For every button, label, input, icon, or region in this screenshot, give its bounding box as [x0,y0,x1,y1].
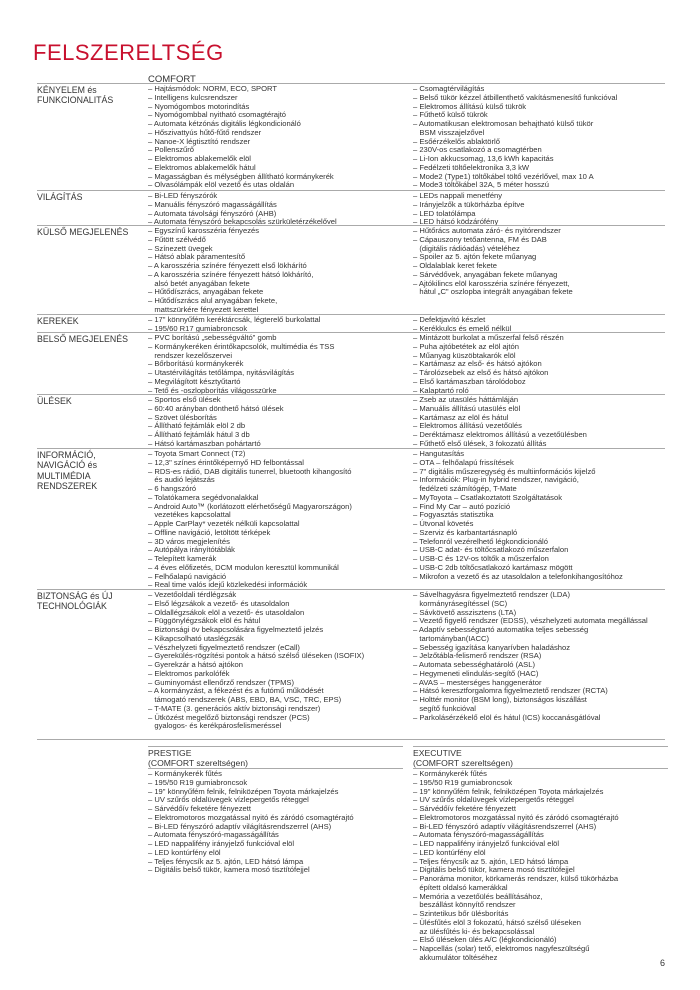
feature-item: – Panoráma monitor, körkamerás rendszer, külső tükörházba [413,874,619,883]
prestige-divider [148,746,403,747]
feature-item: – Guminyomást ellenőrző rendszer (TPMS) [148,677,295,687]
feature-item: – Memória a vezetőülés beállításához, [413,891,543,901]
feature-item: – Hátsó ablak páramentesítő [148,252,246,262]
feature-item: – Digitális belső tükör, kamera mosó tisztítófejjel [413,865,575,875]
feature-item: – Kormánykeréken érintőkapcsolók, multimédia és TSS [148,341,335,351]
prestige-heading [148,749,248,768]
feature-item: épített oldalsó kamerákkal [413,882,508,892]
category-label-ulesek: ÜLÉSEK [37,396,72,406]
feature-item: – USB-C és 12V-os töltők a műszerfalon [413,554,549,563]
feature-item: – Ülésfűtés elöl 3 fokozatú, hátsó szélső üléseken [413,917,582,927]
category-label-biztonsag: BIZTONSÁG és ÚJ TECHNOLÓGIÁK [37,591,113,612]
feature-item: akkumulátor töltéséhez [413,952,498,962]
feature-item: – Vezető figyelő rendszer (EDSS), vészhelyzeti automata megállással [413,616,648,626]
feature-item: – Elektromotoros mozgatással nyitó és záródó csomagtérajtó [148,812,354,822]
ulesek-left-list [148,396,403,449]
feature-item: – Tárolózsebek az első és hátsó ajtókon [413,368,549,377]
feature-item: – Manuális állítású utasülés elöl [413,403,521,413]
feature-item: – A kormányzást, a fékezést és a futómű működését [148,686,324,696]
kerekek-right-list [413,316,668,334]
feature-item: – Automata fényszóró-magasságállítás [148,830,279,840]
feature-item: – Adaptív sebességtartó automatika teljes sebesség [413,625,589,634]
feature-item: – Elektromos ablakemelők elöl [148,154,251,163]
executive-heading [413,749,513,768]
feature-item: – Ütközést megelőző biztonsági rendszer (PCS) [148,712,310,722]
feature-item: – Toyota Smart Connect (T2) [148,449,246,458]
feature-item: – 195/60 R17 gumiabroncsok [148,323,248,333]
executive-heading-subtitle: (COMFORT szereltségen) [413,757,513,768]
feature-item: az ülésfűtés ki- és bekapcsolással [413,926,535,936]
feature-item: – Sárvédővek, anyagában fekete műanyag [413,269,558,279]
feature-item: – Parkolásérzékelő elöl és hátul (ICS) koccanásgátlóval [413,712,601,722]
feature-item: – Magasságban és mélységben állítható kormánykerék [148,171,334,181]
feature-item: – Automata fényszóró-magasságállítás [413,830,544,840]
feature-item: – 230V-os csatlakozó a csomagtérben [413,145,542,155]
feature-item: – LED tolatólámpa [413,208,476,218]
feature-item: – UV szűrős oldalüvegek vízlepergetős réteggel [148,795,309,805]
feature-item: – Elektromos állítású vezetőülés [413,421,522,431]
feature-item: – 3D város megjelenítés [148,536,230,546]
feature-item: – LEDs nappali menetfény [413,191,503,200]
feature-item: – Esőérzékelős ablaktörlő [413,136,500,146]
feature-item: – MyToyota – Csatlakoztatott Szolgáltatások [413,492,562,502]
feature-item: – Elektromotoros mozgatással nyitó és záródó csomagtérajtó [413,812,619,822]
feature-item: – Mode3 töltőkábel 32A, 5 méter hosszú [413,180,549,190]
feature-item: – 19" könnyűfém felnik, felniközépen Toyota márkajelzés [413,786,604,796]
feature-item: – Megvilágított késztyűtartó [148,376,241,386]
feature-item: – LED hátsó ködzárófény [413,217,499,227]
feature-item: – Bi-LED fényszóró adaptív világításrendszerrel (AHS) [148,821,332,831]
feature-item: – UV szűrős oldalüvegek vízlepergetős réteggel [413,795,574,805]
feature-item: hátul „C" oszlopba integrált anyagában fekete [413,287,573,297]
vilagitas-right-list [413,192,668,227]
feature-item: – 19" könnyűfém felnik, felniközépen Toyota márkajelzés [148,786,339,796]
feature-item: – Pollenszűrő [148,145,195,155]
feature-item: – Kikapcsolható utaslégzsák [148,633,244,643]
feature-item: – Telepített kamerák [148,554,217,563]
section-divider [37,394,665,395]
feature-item: – Teljes fénycsík az 5. ajtón, LED hátsó lámpa [148,856,304,866]
feature-item: – Biztonsági öv bekapcsolására figyelmeztető jelzés [148,625,324,634]
feature-item: támogató rendszerek (ABS, EBD, BA, VSC, TRC, EPS) [148,695,342,704]
feature-item: – Elektromos ablakemelők hátul [148,162,256,172]
info-left-list [148,450,403,590]
feature-item: – Nanoe-X légtisztító rendszer [148,136,251,146]
executive-item-list [413,770,668,963]
feature-item: – Puha ajtóbetétek az elöl ajtón [413,341,519,351]
feature-item: – Jelzőtábla-felismerő rendszer (RSA) [413,651,542,661]
feature-item: – Fogyasztás statisztika [413,510,494,520]
feature-item: – Szintetikus bőr ülésborítás [413,909,509,918]
feature-item: – Gyerekülés-rögzítési pontok a hátsó szélső üléseken (ISOFIX) [148,651,365,661]
info-right-list [413,450,668,581]
feature-item: – Hűtődíszrács, anyagában fekete [148,287,264,297]
feature-item: – Tolatókamera segédvonalakkal [148,492,259,502]
feature-item: – Digitális belső tükör, kamera mosó tisztítófejjel [148,865,310,875]
category-label-kulso: KÜLSŐ MEGJELENÉS [37,227,129,237]
kenyelem-right-list [413,85,668,190]
feature-item: – Sárvédőív feketére fényezett [413,804,516,813]
ulesek-right-list [413,396,668,449]
feature-item: – Első kartámaszban tárolódoboz [413,376,526,386]
prestige-item-list [148,770,403,875]
feature-item: – Defektjavító készlet [413,315,486,324]
feature-item: – Mintázott burkolat a műszerfal felső részén [413,333,564,342]
feature-item: – Telefonról vezérelhető légkondicionáló [413,536,548,546]
feature-item: – 7" digitális műszeregység és multiinformációs kijelző [413,466,596,476]
feature-item: – Olvasólámpák elöl vezető és utas oldalán [148,180,295,190]
feature-item: – Teljes fénycsík az 5. ajtón, LED hátsó lámpa [413,856,569,866]
feature-item: – Sávkövető asszisztens (LTA) [413,607,517,617]
prestige-heading-title: PRESTIGE [148,748,192,758]
feature-item: – Elektromos parkolófék [148,668,230,678]
feature-item: vezetékes kapcsolattal [148,510,231,520]
executive-divider [413,746,668,747]
feature-item: – Szerviz és karbantartásnapló [413,527,518,537]
feature-item: kormányrásegítéssel (SC) [413,598,508,608]
feature-item: beszállást könnyítő rendszer [413,900,516,910]
page-title: FELSZERELTSÉG [33,40,224,65]
feature-item: – Kartámasz az első- és hátsó ajtókon [413,359,542,369]
feature-item: – Mode2 (Type1) töltőkábel töltő vezérlővel, max 10 A [413,171,594,181]
feature-item: – Automata fényszóró bekapcsolás szürkületérzékelővel [148,217,337,227]
comfort-column-heading: COMFORT [148,74,196,85]
feature-item: – Fedélzeti töltőelektronika 3,3 kW [413,162,530,172]
feature-item: és audió lejátszás [148,475,215,485]
biztonsag-left-list [148,591,403,731]
feature-item: – Android Auto™ (korlátozott elérhetőségű Magyarországon) [148,501,352,511]
feature-item: – Vészhelyzeti figyelmeztető rendszer (eCall) [148,642,300,652]
feature-item: mattszürkére fényezett kerettel [148,304,259,314]
feature-item: – Mikrofon a vezető és az utasoldalon a telefonkihangosítóhoz [413,571,623,581]
feature-item: – OTA – felhőalapú frissítések [413,457,514,467]
feature-item: – Ajtókilincs elöl karosszéria színére fényezett, [413,278,570,288]
feature-item: – Információk: Plug-in hybrid rendszer, navigáció, [413,475,579,485]
feature-item: – Automatikusan elektromosan behajtható külső tükör [413,119,594,128]
feature-item: – Hegymeneti elindulás-segítő (HAC) [413,668,539,678]
feature-item: – Kalaptartó roló [413,385,469,395]
feature-item: – Bőrborítású kormánykerék [148,359,244,369]
feature-item: – A karosszéria színére fényezett hátsó lökhárító, [148,269,314,279]
feature-item: – 17" könnyűfém keréktárcsák, légterelő burkolattal [148,315,321,324]
feature-item: – Hajtásmódok: NORM, ECO, SPORT [148,84,277,93]
feature-item: – USB-C adat- és töltőcsatlakozó műszerfalon [413,545,569,555]
kerekek-left-list [148,316,403,334]
feature-item: – Bi-LED fényszóró adaptív világításrendszerrel (AHS) [413,821,597,831]
feature-item: – Utastérvilágítás tetőlámpa, nyitásvilágítás [148,368,295,377]
feature-item: – Vezetőoldali térdlégzsák [148,590,237,599]
feature-item: – Oldalablak keret fekete [413,261,498,270]
feature-item: – 12,3" színes érintőképernyő HD felbontással [148,457,304,467]
feature-item: – LED nappalifény irányjelző funkcióval elöl [413,839,560,848]
biztonsag-right-list [413,591,668,722]
feature-item: – Autópálya irányítótáblák [148,545,235,555]
feature-item: – Cápauszony tetőantenna, FM és DAB [413,234,547,244]
feature-item: – Kerékkulcs és emelő nélkül [413,323,512,333]
feature-item: – Belső tükör kézzel átbillenthető vakításmenesítő funkcióval [413,92,618,102]
feature-item: – Sávelhagyásra figyelmeztető rendszer (LDA) [413,590,571,599]
belso-left-list [148,334,403,395]
belso-right-list [413,334,668,395]
feature-item: – Egyszínű karosszéria fényezés [148,226,260,235]
feature-item: segítő funkcióval [413,703,476,713]
feature-item: – Csomagtérvilágítás [413,84,485,93]
feature-item: – 195/50 R19 gumiabroncsok [148,777,248,787]
feature-item: – Útvonal követés [413,519,474,528]
section-divider [37,332,665,333]
kulso-right-list [413,227,668,297]
feature-item: – LED kontúrfény elöl [148,847,221,857]
feature-item: – Állítható fejtámlák hátul 3 db [148,430,250,439]
feature-item: – Li-Ion akkucsomag, 13,6 kWh kapacitás [413,154,554,163]
feature-item: – Első üléseken ülés A/C (légkondicionáló) [413,935,557,945]
feature-item: – Hátsó keresztforgalomra figyelmeztető rendszer (RCTA) [413,686,608,696]
feature-item: – 195/50 R19 gumiabroncsok [413,777,513,787]
kulso-left-list [148,227,403,315]
feature-item: – Real time valós idejű közlekedési információk [148,580,308,590]
section-divider [37,589,665,590]
feature-item: – Hátsó kartámaszban pohártartó [148,438,261,448]
feature-item: – Sárvédőív feketére fényezett [148,804,251,813]
feature-item: rendszer kezelőszervei [148,350,233,360]
category-label-vilagitas: VILÁGÍTÁS [37,192,83,202]
feature-item: – 4 éves előfizetés, DCM modulon keresztül kommunikál [148,562,339,572]
feature-item: – Tető és -oszlopborítás világosszürke [148,385,277,395]
feature-item: – Hűtőrács automata záró- és nyitórendszer [413,226,561,235]
feature-item: – LED kontúrfény elöl [413,847,486,857]
vilagitas-left-list [148,192,403,227]
feature-item: BSM visszajelzővel [413,127,485,137]
feature-item: – Nyomógombos motorindítás [148,101,250,111]
feature-item: tartományban(IACC) [413,633,489,643]
feature-item: – Elektromos állítású külső tükrök [413,101,527,111]
feature-item: – Felhőalapú navigáció [148,571,227,581]
feature-item: – Kartámasz az elöl és hátul [413,412,509,422]
feature-item: – Holttér monitor (BSM long), biztonságos kiszállást [413,695,587,704]
feature-item: – Nyomógombbal nyitható csomagtérajtó [148,110,287,120]
section-divider [37,225,665,226]
page-number: 6 [659,958,665,968]
feature-item: – 60:40 arányban dönthető hátsó ülések [148,403,284,413]
feature-item: – Színezett üvegek [148,243,213,253]
executive-heading-title: EXECUTIVE [413,748,462,758]
feature-item: – Hűtődíszrács alul anyagában fekete, [148,296,278,305]
feature-item: – Hőszivattyús hűtő-fűtő rendszer [148,127,262,137]
feature-item: – 6 hangszóró [148,484,197,493]
feature-item: – Kormánykerék fűtés [413,769,487,778]
feature-item: – Műanyag küszöbtakarók elöl [413,350,516,360]
feature-item: – RDS-es rádió, DAB digitális tunerrel, bluetooth kihangosító [148,466,352,476]
section-divider [37,448,665,449]
feature-item: – Automata sebességhatároló (ASL) [413,660,535,669]
feature-item: – Automata távolsági fényszóró (AHB) [148,208,277,218]
feature-item: – Fűthető első ülések, 3 fokozatú állítás [413,438,547,448]
feature-item: – Zseb az utasülés háttámláján [413,395,519,404]
feature-item: (digitális rádióadás) vételéhez [413,243,520,253]
feature-item: – Manuális fényszóró magasságállítás [148,199,277,209]
category-label-kerekek: KEREKEK [37,316,79,326]
feature-item: – Hangutasítás [413,449,465,458]
feature-item: – Első légzsákok a vezető- és utasoldalon [148,598,290,608]
feature-item: – Irányjelzők a tükörházba építve [413,199,525,209]
feature-item: – Offline navigáció, letöltött térképek [148,527,271,537]
feature-item: – Kormánykerék fűtés [148,769,222,778]
feature-item: – Apple CarPlay* vezeték nélküli kapcsolattal [148,519,300,528]
feature-item: – Fűthető külső tükrök [413,110,488,120]
section-divider [37,190,665,191]
feature-item: – Sportos első ülések [148,395,221,404]
section-divider [37,314,665,315]
feature-item: – Automata kétzónás digitális légkondicionáló [148,119,301,128]
feature-item: – A karosszéria színére fényezett első lökhárító [148,261,307,270]
feature-item: – Oldallégzsákok elöl a vezető- és utasoldalon [148,607,305,617]
feature-item: – Napcellás (solar) tető, elektromos nagyfeszültségű [413,944,590,953]
feature-item: – Állítható fejtámlák elöl 2 db [148,421,246,431]
category-label-info: INFORMÁCIÓ, NAVIGÁCIÓ és MULTIMÉDIA RENDSZEREK [37,450,98,491]
feature-item: – T-MATE (3. generációs aktív biztonsági rendszer) [148,703,321,713]
category-label-kenyelem: KÉNYELEM és FUNKCIONALITÁS [37,85,114,106]
feature-item: – Fűtött szélvédő [148,234,206,244]
feature-item: fedélzeti számítógép, T-Mate [413,484,517,493]
feature-item: alsó betét anyagában fekete [148,278,250,288]
feature-item: – Szövet ülésborítás [148,412,217,422]
prestige-heading-subtitle: (COMFORT szereltségen) [148,757,248,768]
feature-item: – Függönylégzsákok elöl és hátul [148,616,261,626]
feature-item: – LED nappalifény irányjelző funkcióval elöl [148,839,295,848]
feature-item: – PVC borítású „sebességváltó" gomb [148,333,277,342]
feature-item: – Spoiler az 5. ajtón fekete műanyag [413,252,537,262]
kenyelem-left-list [148,85,403,190]
table-end-divider [37,739,665,740]
feature-item: – Deréktámasz elektromos állítású a vezetőülésben [413,430,587,439]
feature-item: – Bi-LED fényszórók [148,191,218,200]
section-divider [37,83,665,84]
feature-item: – Sebesség igazítása kanyarívben haladáshoz [413,642,571,652]
feature-item: – Gyerekzár a hátsó ajtókon [148,660,243,669]
feature-item: – AVAS – mesterséges hanggenerátor [413,677,542,687]
feature-item: – Intelligens kulcsrendszer [148,92,238,102]
feature-item: gyalogos- és kerékpárosfelismeréssel [148,721,282,731]
feature-item: – USB-C 2db töltőcsatlakozó kartámasz mögött [413,562,573,572]
feature-item: – Find My Car – autó pozíció [413,501,511,511]
category-label-belso: BELSŐ MEGJELENÉS [37,334,128,344]
